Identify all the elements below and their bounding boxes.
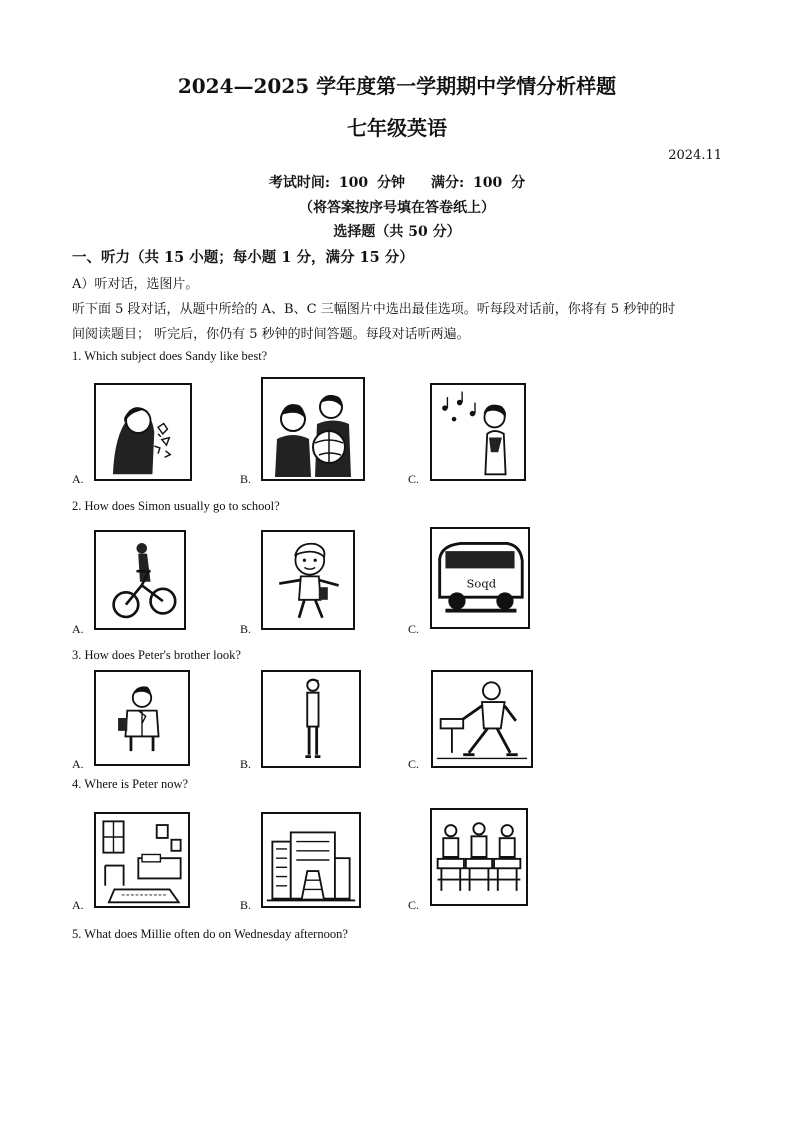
q2-picture-a	[94, 530, 186, 630]
bedroom-icon	[96, 814, 188, 906]
classroom-students-icon	[432, 810, 526, 904]
exam-time: 考试时间: 100 分钟	[268, 175, 405, 191]
exam-info	[0, 172, 794, 192]
q3-option-c-label: C.	[408, 757, 420, 771]
bike-icon	[96, 532, 184, 628]
q2-picture-b	[261, 530, 355, 630]
q1-picture-a	[94, 383, 192, 481]
choice-section-title: 选择题（共 50 分）	[333, 224, 461, 240]
short-man-icon	[96, 672, 188, 764]
q4-option-c-label: C.	[408, 898, 420, 912]
boy-walking-icon	[263, 532, 353, 628]
teachers-with-globe-icon	[263, 379, 363, 479]
girl-with-picture-icon	[96, 385, 190, 479]
question-4: 4. Where is Peter now?	[72, 777, 189, 791]
q1-option-b-label: B.	[240, 472, 252, 486]
girl-singing-music-icon	[432, 385, 524, 479]
q1-picture-c	[430, 383, 526, 481]
part-a-title: A）听对话，选图片。	[72, 277, 199, 292]
school-building-icon	[263, 814, 359, 906]
q4-picture-c	[430, 808, 528, 906]
q2-option-a-label: A.	[72, 622, 84, 636]
answer-note: （将答案按序号填在答卷纸上）	[299, 200, 495, 216]
exam-date: 2024.11	[668, 148, 722, 163]
q2-picture-c	[430, 527, 530, 629]
q1-picture-b	[261, 377, 365, 481]
exam-subtitle: 七年级英语	[347, 116, 447, 140]
q4-option-a-label: A.	[72, 898, 84, 912]
q3-picture-c	[431, 670, 533, 768]
instructions-line-2: 间阅读题目； 听完后，你仍有 5 秒钟的时间答题。每段对话听两遍。	[72, 327, 470, 342]
q3-picture-b	[261, 670, 361, 768]
question-2: 2. How does Simon usually go to school?	[72, 499, 280, 513]
bus-icon	[432, 529, 528, 627]
full-score: 满分: 100 分	[431, 175, 526, 191]
q4-picture-b	[261, 812, 361, 908]
q4-option-b-label: B.	[240, 898, 252, 912]
instructions-line-1: 听下面 5 段对话，从题中所给的 A、B、C 三幅图片中选出最佳选项。听每段对话前，你将有 5 秒钟的时	[72, 302, 676, 317]
q1-option-a-label: A.	[72, 472, 84, 486]
q1-option-c-label: C.	[408, 472, 420, 486]
q2-option-c-label: C.	[408, 622, 420, 636]
man-leaving-sign-icon	[433, 672, 531, 766]
q3-option-a-label: A.	[72, 757, 84, 771]
question-1: 1. Which subject does Sandy like best?	[72, 349, 268, 363]
q4-picture-a	[94, 812, 190, 908]
tall-thin-man-icon	[263, 672, 359, 766]
q2-option-b-label: B.	[240, 622, 252, 636]
exam-title: 2024—2025 学年度第一学期期中学情分析样题	[177, 74, 617, 98]
svg-text:Soqd: Soqd	[466, 576, 497, 591]
question-3: 3. How does Peter's brother look?	[72, 648, 241, 662]
question-5: 5. What does Millie often do on Wednesday afternoon?	[72, 927, 348, 941]
listening-section-title: 一、听力（共 15 小题；每小题 1 分，满分 15 分）	[72, 249, 414, 266]
q3-option-b-label: B.	[240, 757, 252, 771]
q3-picture-a	[94, 670, 190, 766]
